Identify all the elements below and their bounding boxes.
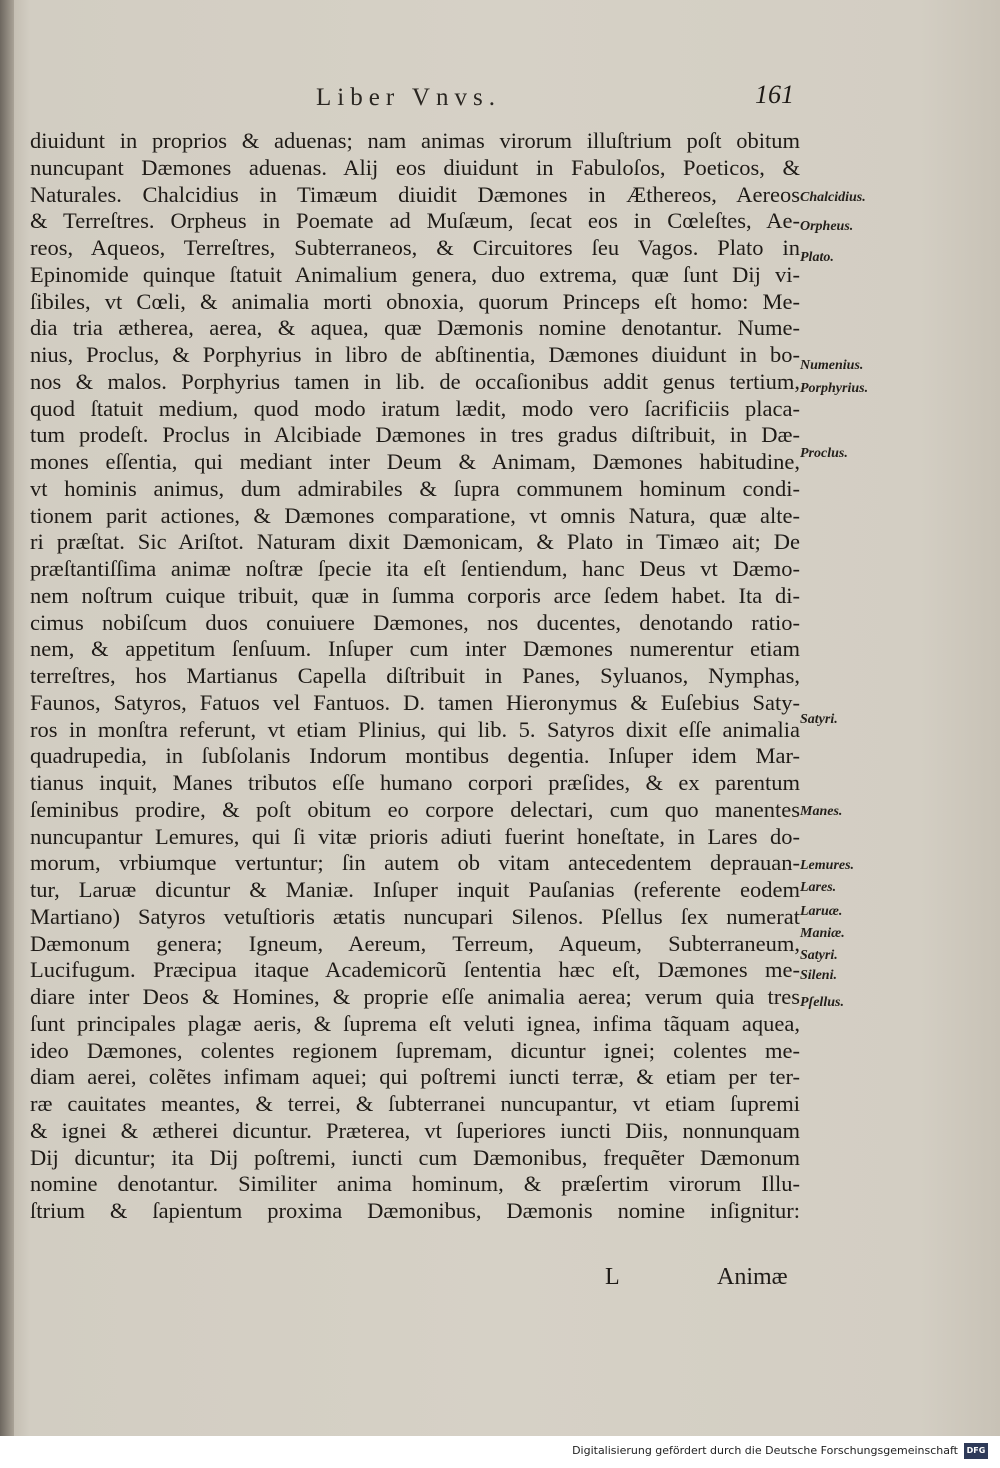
- catchword: Animæ: [717, 1264, 788, 1290]
- text-line: nos & malos. Porphyrius tamen in lib. de occaſionibus addit genus tertium,: [30, 368, 800, 394]
- digitization-footer: [0, 1436, 1000, 1468]
- text-line: ſtrium & ſapientum proxima Dæmonibus, Dæmonis nomine inſignitur:: [30, 1198, 800, 1223]
- text-line: mones eſſentia, qui mediant inter Deum & Animam, Dæmones habitudine,: [30, 449, 800, 474]
- margin-note: Proclus.: [800, 446, 848, 461]
- text-line: diare inter Deos & Homines, & proprie eſſe animalia aerea; verum quia tres: [30, 984, 800, 1009]
- text-line: ri præſtat. Sic Ariſtot. Naturam dixit Dæmonicam, & Plato in Timæo ait; De: [30, 529, 800, 555]
- page-header: [0, 80, 1000, 120]
- text-line: cimus nobiſcum duos conuiuere Dæmones, nos ducentes, denotando ratio-: [30, 609, 800, 635]
- text-line: quod ſtatuit medium, quod modo iratum lædit, modo vero ſacrificiis placa-: [30, 395, 800, 421]
- text-line: ros in monſtra referunt, vt etiam Plinius, qui lib. 5. Satyros dixit eſſe animalia: [30, 716, 800, 742]
- dfg-logo: DFG: [964, 1443, 988, 1459]
- text-line: præſtantiſſima animæ noſtræ ſpecie ita eſt ſentiendum, hanc Deus vt Dæmo-: [30, 556, 800, 581]
- text-line: & Terreſtres. Orpheus in Poemate ad Muſæum, ſecat eos in Cœleſtes, Ae-: [30, 208, 800, 234]
- margin-note: Plato.: [800, 250, 834, 265]
- text-line: quadrupedia, in ſubſolanis Indorum montibus degentia. Inſuper idem Mar-: [30, 743, 800, 769]
- margin-note: Chalcidius.: [800, 190, 866, 205]
- margin-note: Orpheus.: [800, 219, 854, 234]
- page-number: 161: [755, 80, 794, 109]
- text-line: ſeminibus prodire, & poſt obitum eo corpore delectari, cum quo manentes: [30, 796, 800, 822]
- margin-note: Satyri.: [800, 948, 838, 963]
- text-line: Dæmonum genera; Igneum, Aereum, Terreum, Aqueum, Subterraneum,: [30, 930, 800, 956]
- margin-note: Numenius.: [800, 358, 864, 373]
- text-line: Epinomide quinque ſtatuit Animalium genera, duo extrema, quæ ſunt Dij vi-: [30, 261, 800, 287]
- text-line: tionem parit actiones, & Dæmones comparatione, vt omnis Natura, quæ alte-: [30, 502, 800, 528]
- book-spine-shadow: [0, 0, 14, 1436]
- text-line: Martiano) Satyros vetuſtioris ætatis nuncupari Silenos. Pſellus ſex numerat: [30, 903, 800, 929]
- text-line: terreſtres, hos Martianus Capella diſtribuit in Panes, Syluanos, Nymphas,: [30, 663, 800, 688]
- text-line: ſibiles, vt Cœli, & animalia morti obnoxia, quorum Princeps eſt homo: Me-: [30, 288, 800, 314]
- text-line: morum, vrbiumque vertuntur; ſin autem ob vitam antecedentem deprauan-: [30, 850, 800, 876]
- text-line: ræ cauitates meantes, & terrei, & ſubterranei nuncupantur, vt etiam ſupremi: [30, 1091, 800, 1116]
- text-line: reos, Aqueos, Terreſtres, Subterraneos, & Circuitores ſeu Vagos. Plato in: [30, 235, 800, 260]
- margin-note: Manes.: [800, 804, 843, 819]
- margin-note: Sileni.: [800, 968, 837, 983]
- text-line: nem noſtrum cuique tribuit, quæ in ſumma corporis arce ſedem habet. Ita di-: [30, 582, 800, 608]
- text-line: nem, & appetitum ſenſuum. Inſuper cum inter Dæmones numerentur etiam: [30, 636, 800, 662]
- signature-mark: L: [605, 1264, 620, 1290]
- text-line: ſunt principales plagæ aeris, & ſuprema eſt veluti ignea, infima tãquam aquea,: [30, 1010, 800, 1036]
- text-line: dia tria ætherea, aerea, & aquea, quæ Dæmonis nomine denotantur. Nume-: [30, 315, 800, 341]
- text-line: diam aerei, colẽtes infimam aquei; qui poſtremi iuncti terræ, & etiam per ter-: [30, 1064, 800, 1090]
- running-head: Liber Vnvs.: [316, 84, 501, 111]
- margin-note: Lares.: [800, 880, 837, 895]
- digitization-credit: Digitalisierung gefördert durch die Deutsche Forschungsgemeinschaft: [572, 1444, 958, 1457]
- text-line: Faunos, Satyros, Fatuos vel Fantuos. D. tamen Hieronymus & Euſebius Saty-: [30, 689, 800, 715]
- text-line: nuncupantur Lemures, qui ſi vitæ prioris adiuti fuerint honeſtate, in Lares do-: [30, 823, 800, 849]
- text-line: vt hominis animus, dum admirabiles & ſupra communem hominum condi-: [30, 475, 800, 501]
- text-line: Dij dicuntur; ita Dij poſtremi, iuncti cum Dæmonibus, frequẽter Dæmonum: [30, 1144, 800, 1170]
- body-text: [30, 128, 800, 1225]
- text-line: diuidunt in proprios & aduenas; nam animas virorum illuſtrium poſt obitum: [30, 128, 800, 153]
- text-line: Naturales. Chalcidius in Timæum diuidit Dæmones in Æthereos, Aereos: [30, 181, 800, 207]
- text-line: tianus inquit, Manes tributos eſſe humano corpori præſides, & ex parentum: [30, 770, 800, 795]
- margin-note: Satyri.: [800, 712, 838, 727]
- margin-note: Pſellus.: [800, 995, 844, 1010]
- margin-note: Lemures.: [800, 858, 855, 873]
- text-line: & ignei & ætherei dicuntur. Præterea, vt ſuperiores iuncti Diis, nonnunquam: [30, 1117, 800, 1143]
- margin-note: Maniæ.: [800, 926, 845, 941]
- margin-note: Laruæ.: [800, 904, 843, 919]
- text-line: tur, Laruæ dicuntur & Maniæ. Inſuper inquit Pauſanias (referente eodem: [30, 877, 800, 902]
- text-line: nuncupant Dæmones aduenas. Alij eos diuidunt in Fabuloſos, Poeticos, &: [30, 154, 800, 180]
- margin-note: Porphyrius.: [800, 381, 869, 396]
- text-line: nomine denotantur. Similiter anima hominum, & præſertim virorum Illu-: [30, 1171, 800, 1197]
- text-line: nius, Proclus, & Porphyrius in libro de abſtinentia, Dæmones diuidunt in bo-: [30, 342, 800, 367]
- text-line: Lucifugum. Præcipua itaque Academicorũ ſententia hæc eſt, Dæmones me-: [30, 957, 800, 983]
- text-line: tum prodeſt. Proclus in Alcibiade Dæmones in tres gradus diſtribuit, in Dæ-: [30, 422, 800, 448]
- text-line: ideo Dæmones, colentes regionem ſupremam, dicuntur ignei; colentes me-: [30, 1037, 800, 1063]
